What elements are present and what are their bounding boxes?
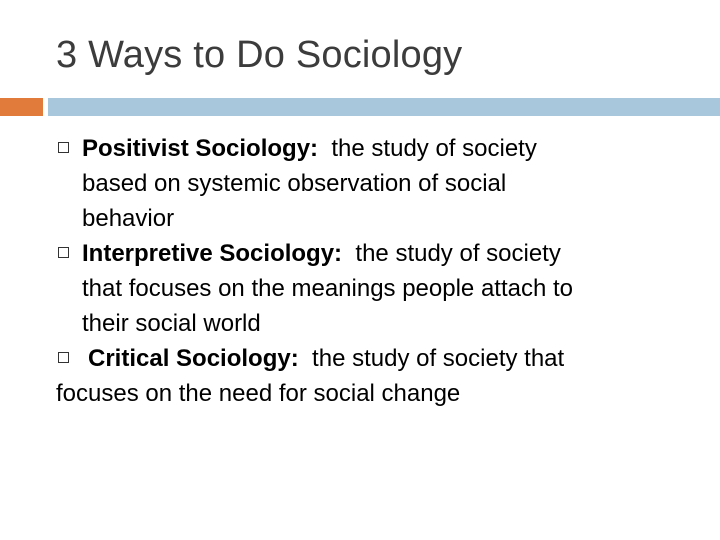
- bullet-term: Interpretive Sociology:: [82, 240, 343, 267]
- bullet-line: based on systemic observation of social: [82, 170, 507, 197]
- bullet-critical: [56, 341, 696, 411]
- hollow-square-bullet-icon: [58, 142, 69, 153]
- bullet-line: focuses on the need for social change: [56, 380, 461, 407]
- bullet-term: Positivist Sociology:: [82, 135, 319, 162]
- bullet-line: their social world: [82, 310, 261, 337]
- bullet-term: Critical Sociology:: [88, 345, 299, 372]
- bullet-text: [56, 341, 696, 411]
- bullet-line: the study of society: [331, 135, 537, 162]
- bullet-text: [56, 236, 696, 341]
- title-divider-bar: [48, 98, 720, 116]
- bullet-text: [56, 131, 696, 236]
- hollow-square-bullet-icon: [58, 352, 69, 363]
- title-accent-bar: [0, 98, 43, 116]
- slide-title: 3 Ways to Do Sociology: [56, 34, 463, 76]
- hollow-square-bullet-icon: [58, 247, 69, 258]
- bullet-positivist: [56, 131, 696, 236]
- bullet-line: the study of society that: [312, 345, 565, 372]
- bullet-line: that focuses on the meanings people attach to: [82, 275, 574, 302]
- bullet-line: the study of society: [355, 240, 561, 267]
- bullet-list: [56, 131, 696, 411]
- bullet-line: behavior: [82, 205, 175, 232]
- bullet-interpretive: [56, 236, 696, 341]
